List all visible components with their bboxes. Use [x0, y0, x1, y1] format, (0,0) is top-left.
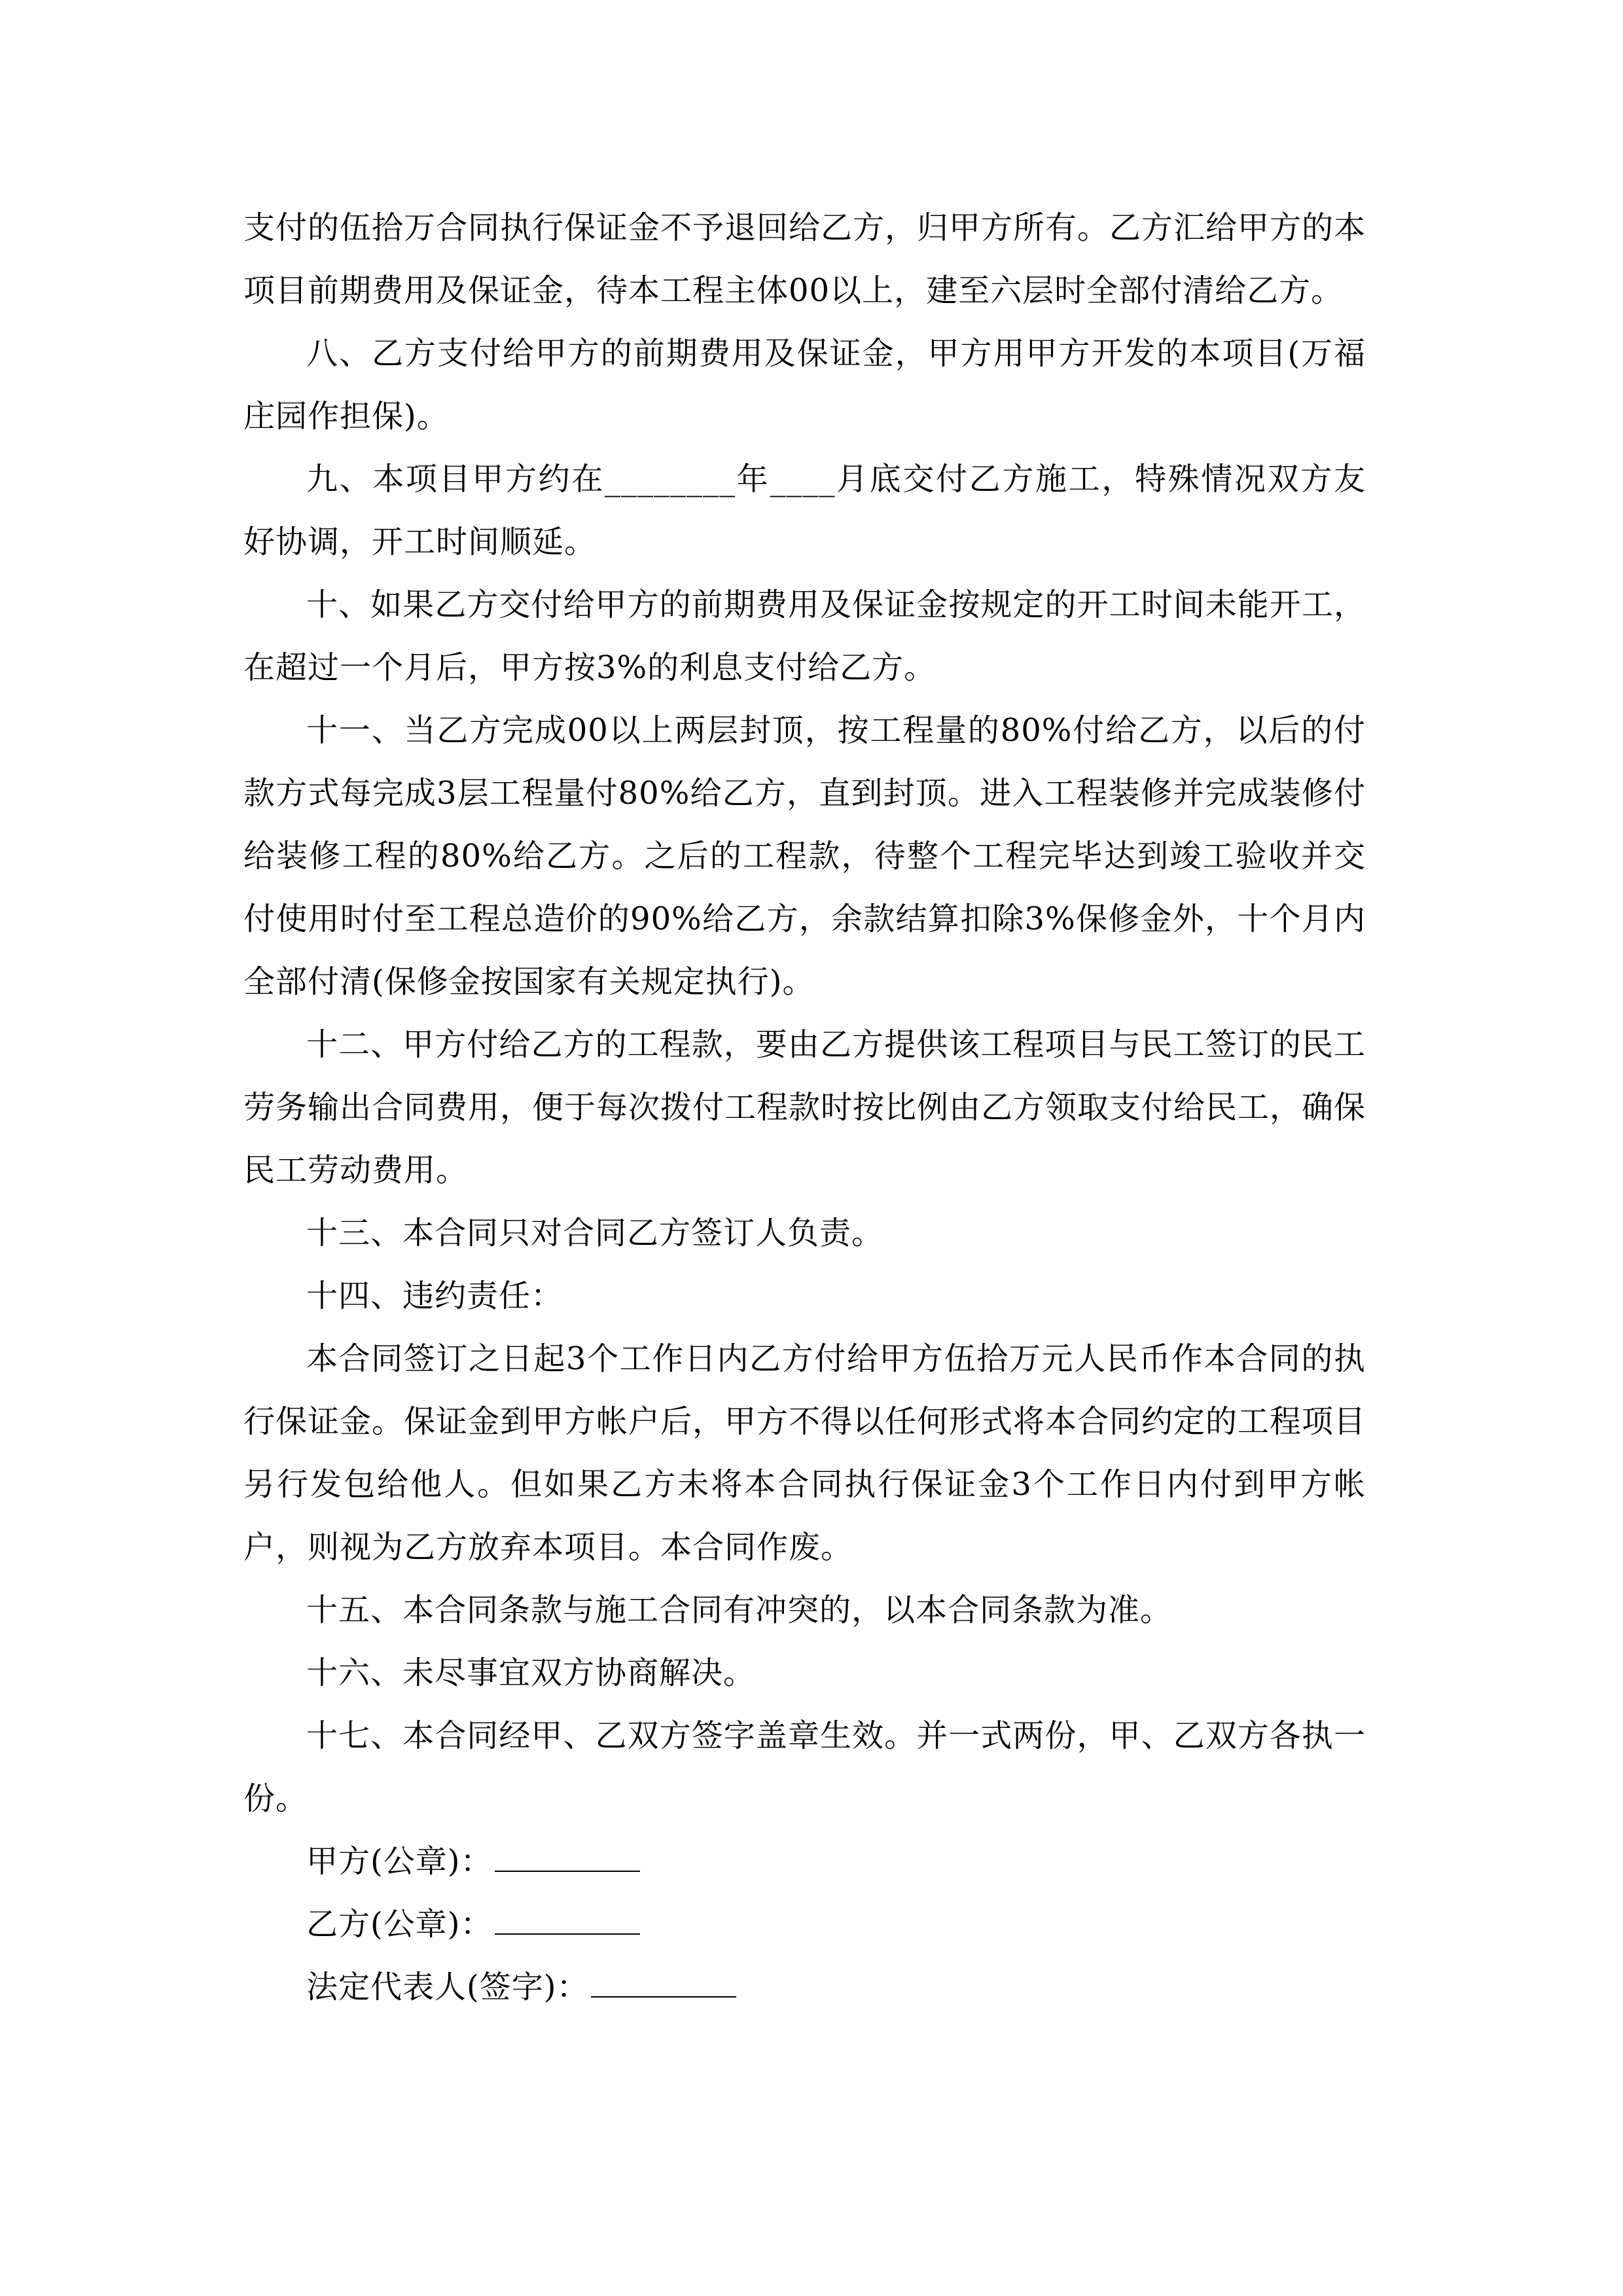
clause-10: 十、如果乙方交付给甲方的前期费用及保证金按规定的开工时间未能开工，在超过一个月后，甲方按3%的利息支付给乙方。: [243, 586, 1366, 686]
clause-14-heading: 十四、违约责任：: [306, 1278, 563, 1314]
signature-party-a: [243, 1830, 1366, 1893]
signature-party-b: [243, 1893, 1366, 1956]
clause-11: 十一、当乙方完成00以上两层封顶，按工程量的80%付给乙方，以后的付款方式每完成3层工程量付80%给乙方，直到封顶。进入工程装修并完成装修付给装修工程的80%给乙方。之后的工程款，待整个工程完毕达到竣工验收并交付使用时付至工程总造价的90%给乙方，余款结算扣除3%保修金外，十个月内全部付清(保修金按国家有关规定执行)。: [243, 712, 1366, 1000]
clause-14-body: 本合同签订之日起3个工作日内乙方付给甲方伍拾万元人民币作本合同的执行保证金。保证金到甲方帐户后，甲方不得以任何形式将本合同约定的工程项目另行发包给他人。但如果乙方未将本合同执行保证金3个工作日内付到甲方帐户，则视为乙方放弃本项目。本合同作废。: [243, 1340, 1366, 1566]
signature-legal-rep-blank[interactable]: [591, 1970, 736, 1998]
signature-party-a-label: 甲方(公章)：: [306, 1843, 493, 1880]
signature-legal-rep-label: 法定代表人(签字)：: [306, 1969, 589, 2005]
clause-17: 十七、本合同经甲、乙双方签字盖章生效。并一式两份，甲、乙双方各执一份。: [243, 1717, 1366, 1817]
document-page: [243, 196, 1366, 2018]
clause-8: 八、乙方支付给甲方的前期费用及保证金，甲方用甲方开发的本项目(万福庄园作担保)。: [243, 335, 1366, 435]
clause-13: 十三、本合同只对合同乙方签订人负责。: [306, 1215, 884, 1251]
clause-12: 十二、甲方付给乙方的工程款，要由乙方提供该工程项目与民工签订的民工劳务输出合同费用，便于每次拨付工程款时按比例由乙方领取支付给民工，确保民工劳动费用。: [243, 1026, 1366, 1189]
paragraph-continued: 支付的伍拾万合同执行保证金不予退回给乙方，归甲方所有。乙方汇给甲方的本项目前期费用及保证金，待本工程主体00以上，建至六层时全部付清给乙方。: [243, 209, 1366, 309]
clause-9: 九、本项目甲方约在________年____月底交付乙方施工，特殊情况双方友好协调，开工时间顺延。: [243, 461, 1366, 560]
signature-party-b-label: 乙方(公章)：: [306, 1906, 493, 1943]
clause-15: 十五、本合同条款与施工合同有冲突的，以本合同条款为准。: [306, 1592, 1173, 1628]
signature-legal-rep: [243, 1956, 1366, 2018]
signature-party-a-blank[interactable]: [495, 1844, 640, 1872]
clause-16: 十六、未尽事宜双方协商解决。: [306, 1655, 756, 1691]
signature-party-b-blank[interactable]: [495, 1907, 640, 1935]
